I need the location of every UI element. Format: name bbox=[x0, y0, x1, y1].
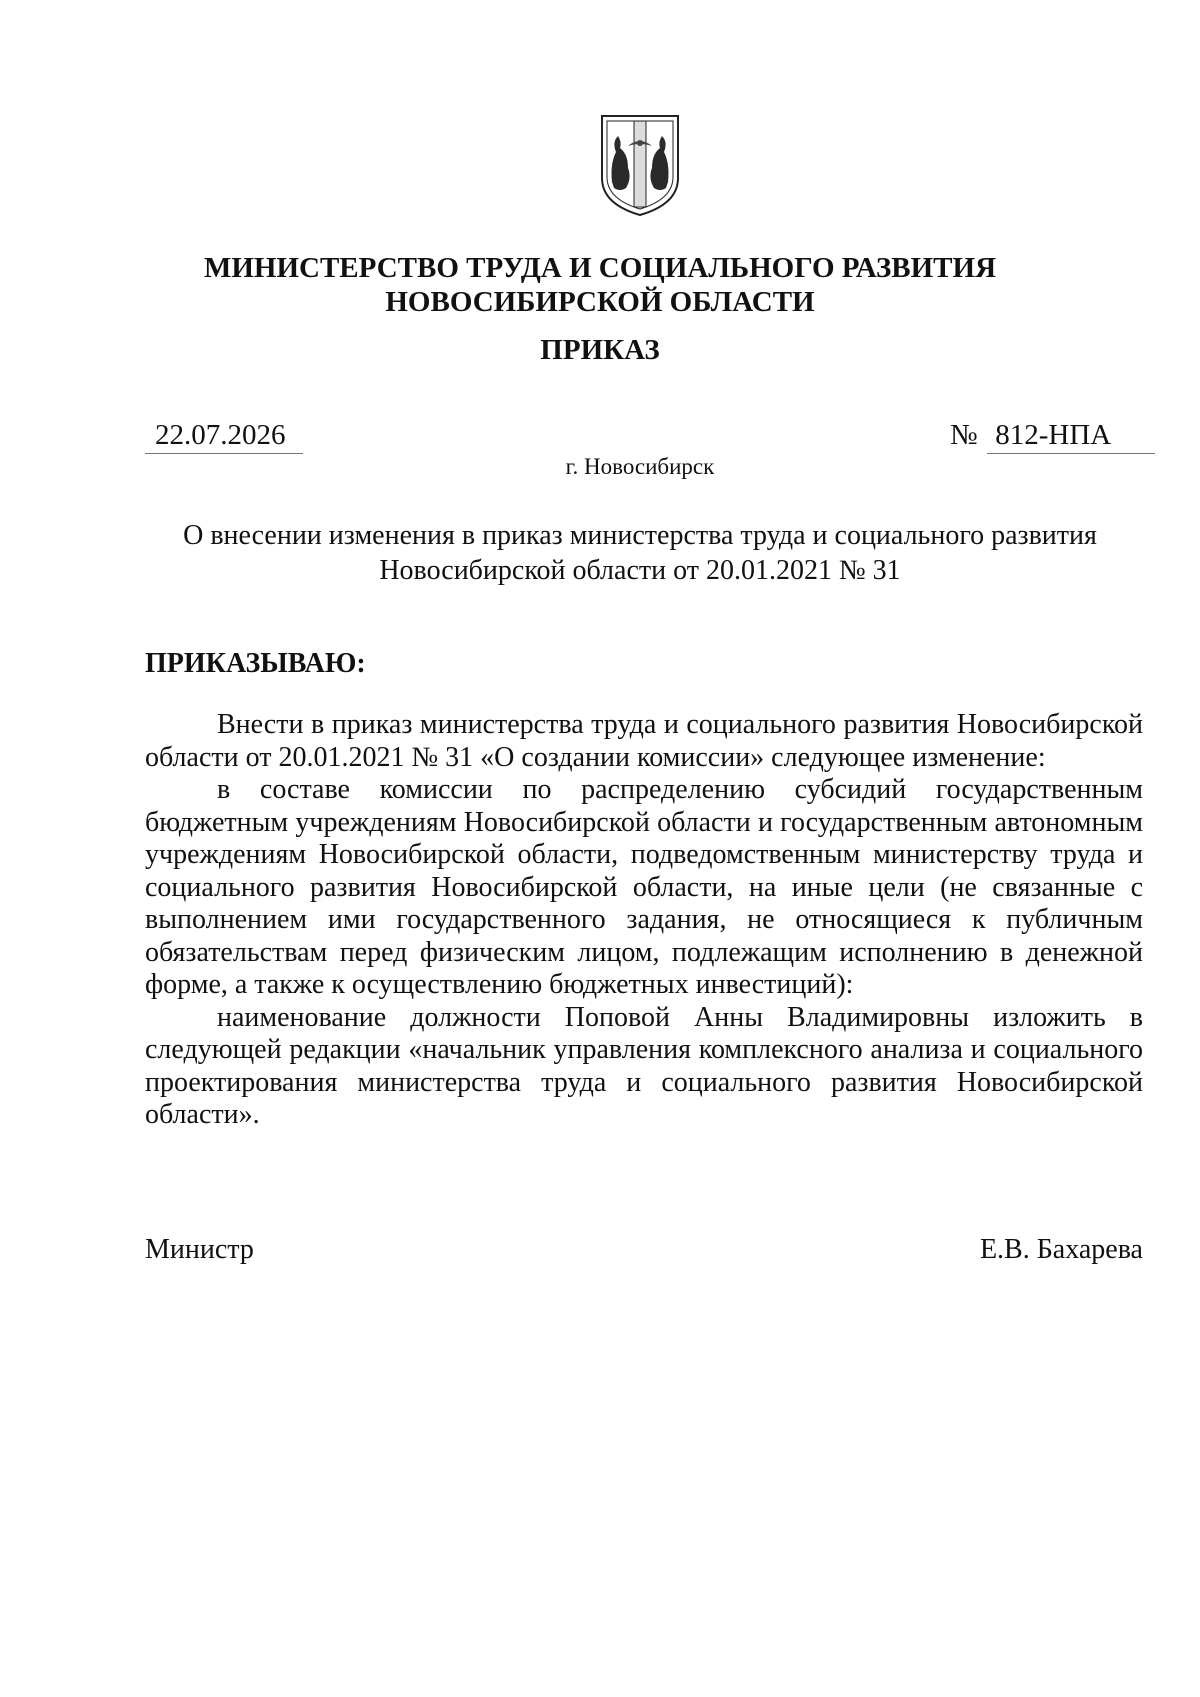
number-value: 812-НПА bbox=[987, 417, 1155, 454]
body-paragraph: наименование должности Поповой Анны Владимировны изложить в следующей редакции «начальник управления комплексного анализа и социального проектирования министерства труда и социального развития Новосибирской области». bbox=[145, 1001, 1143, 1130]
signature-role: Министр bbox=[145, 1234, 254, 1265]
ministry-name-line1: МИНИСТЕРСТВО ТРУДА И СОЦИАЛЬНОГО РАЗВИТИЯ bbox=[203, 252, 997, 284]
signature-name: Е.В. Бахарева bbox=[979, 1234, 1143, 1265]
coat-of-arms-icon bbox=[598, 112, 682, 218]
order-word: ПРИКАЗЫВАЮ: bbox=[145, 648, 366, 679]
number-sign: № bbox=[950, 419, 978, 451]
order-body bbox=[145, 709, 1143, 1132]
document-type: ПРИКАЗ bbox=[540, 334, 660, 366]
subject-line1: О внесении изменения в приказ министерства труда и социального развития bbox=[183, 520, 1097, 551]
document-date: 22.07.2026 bbox=[145, 417, 303, 454]
subject-line2: Новосибирской области от 20.01.2021 № 31 bbox=[379, 555, 901, 586]
body-paragraph: Внести в приказ министерства труда и социального развития Новосибирской области от 20.01.2021 № 31 «О создании комиссии» следующее изменение: bbox=[145, 709, 1143, 773]
body-paragraph: в составе комиссии по распределению субсидий государственным бюджетным учреждениям Новосибирской области и государственным автономным учреждениям Новосибирской области, подведомственным министерству труда и социального развития Новосибирской области, на иные цели (не связанные с выполнением ими государственного задания, не относящиеся к публичным обязательствам перед физическим лицом, подлежащим исполнению в денежной форме, а также к осуществлению бюджетных инвестиций): bbox=[145, 774, 1143, 1000]
document-number bbox=[950, 417, 1155, 454]
ministry-name-line2: НОВОСИБИРСКОЙ ОБЛАСТИ bbox=[385, 286, 815, 318]
city: г. Новосибирск bbox=[565, 454, 715, 479]
